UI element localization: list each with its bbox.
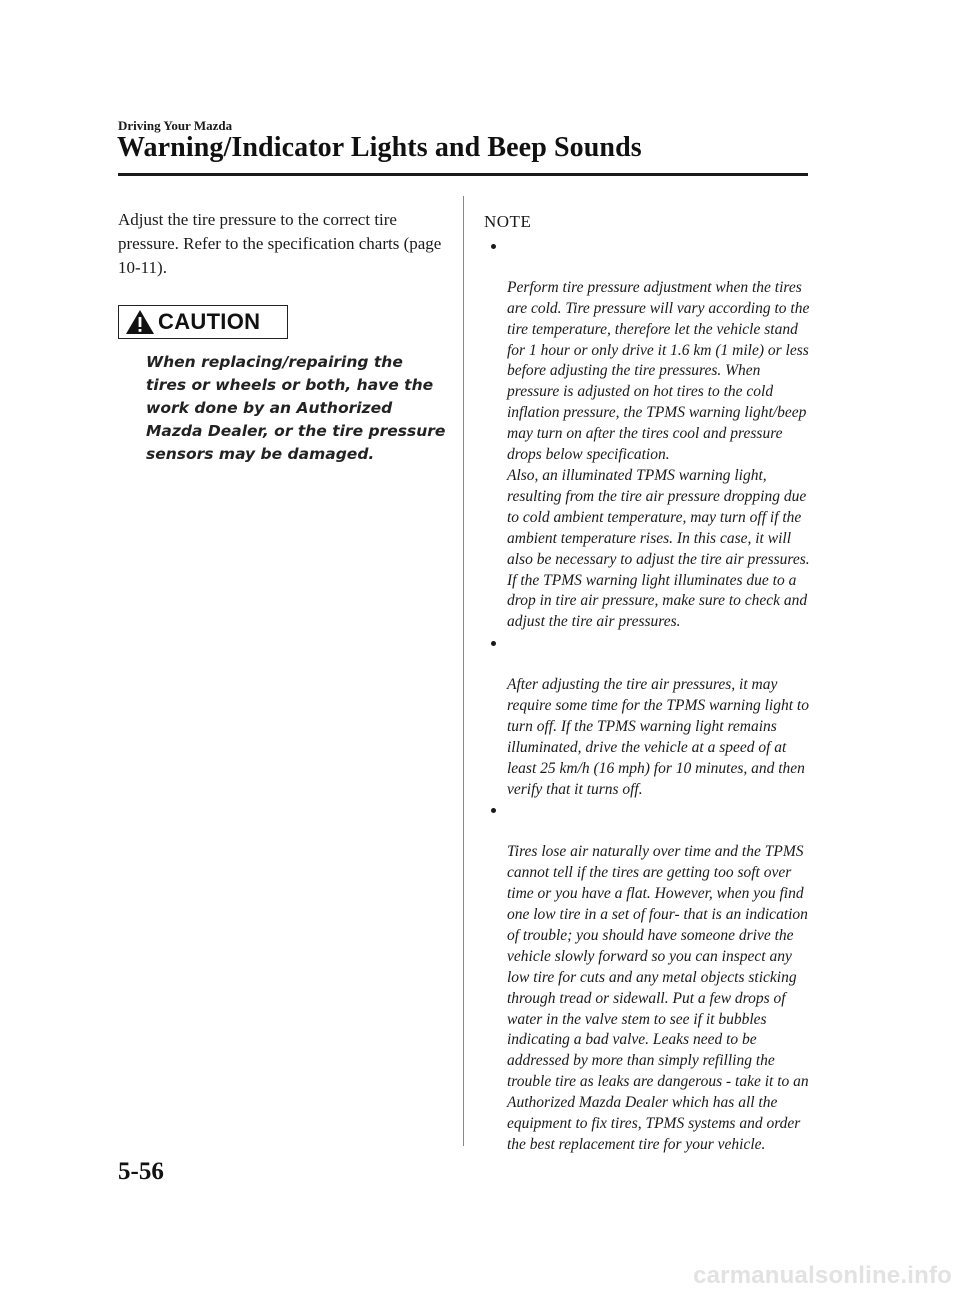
title-rule bbox=[118, 173, 808, 176]
column-divider bbox=[463, 196, 464, 1146]
note-item-text: Perform tire pressure adjustment when the tires are cold. Tire pressure will vary according to the tire temperature, therefore let the vehicle stand for 1 hour or only drive it 1.6 km (1 mile) or less before adjusting the tire pressures. When pressure is adjusted on hot tires to the cold inflation pressure, the TPMS warning light/beep may turn on after the tires cool and pressure drops below specification. Also, an illuminated TPMS warning light, resulting from the tire air pressure dropping due to cold ambient temperature, may turn off if the ambient temperature rises. In this case, it will also be necessary to adjust the tire air pressures. If the TPMS warning light illuminates due to a drop in tire air pressure, make sure to check and adjust the tire air pressures. bbox=[507, 278, 810, 631]
section-label: Driving Your Mazda bbox=[118, 118, 233, 133]
bullet-icon bbox=[491, 808, 496, 813]
caution-label: CAUTION bbox=[158, 309, 261, 334]
note-list bbox=[484, 236, 814, 1156]
warning-triangle-icon bbox=[125, 309, 155, 335]
caution-box bbox=[118, 305, 288, 339]
adjust-pressure-paragraph: Adjust the tire pressure to the correct tire pressure. Refer to the specification charts (page 10-11). bbox=[118, 210, 442, 277]
right-column bbox=[484, 212, 814, 1156]
caution-text: When replacing/repairing the tires or wheels or both, have the work done by an Authorized Mazda Dealer, or the tire pressure sensors may be damaged. bbox=[146, 353, 446, 463]
bullet-icon bbox=[491, 641, 496, 646]
note-item-text: Tires lose air naturally over time and the TPMS cannot tell if the tires are getting too soft over time or you have a flat. However, when you find one low tire in a set of four- that is an indication of trouble; you should have someone drive the vehicle slowly forward so you can inspect any low tire for cuts and any metal objects sticking through tread or sidewall. Put a few drops of water in the valve stem to see if it bubbles indicating a bad valve. Leaks need to be addressed by more than simply refilling the trouble tire as leaks are dangerous - take it to an Authorized Mazda Dealer which has all the equipment to fix tires, TPMS systems and order the best replacement tire for your vehicle. bbox=[507, 843, 809, 1153]
page-title: Warning/Indicator Lights and Beep Sounds bbox=[117, 132, 642, 163]
left-column bbox=[118, 208, 448, 466]
bullet-icon bbox=[491, 244, 496, 249]
note-title: NOTE bbox=[484, 212, 532, 231]
note-item-text: After adjusting the tire air pressures, it may require some time for the TPMS warning light to turn off. If the TPMS warning light remains illuminated, drive the vehicle at a speed of at least 25 km/h (16 mph) for 10 minutes, and then verify that it turns off. bbox=[507, 676, 809, 798]
note-item bbox=[484, 633, 812, 800]
page-number: 5-56 bbox=[118, 1158, 164, 1185]
note-item bbox=[484, 236, 812, 633]
watermark: carmanualsonline.info bbox=[693, 1262, 952, 1289]
note-item bbox=[484, 800, 812, 1155]
